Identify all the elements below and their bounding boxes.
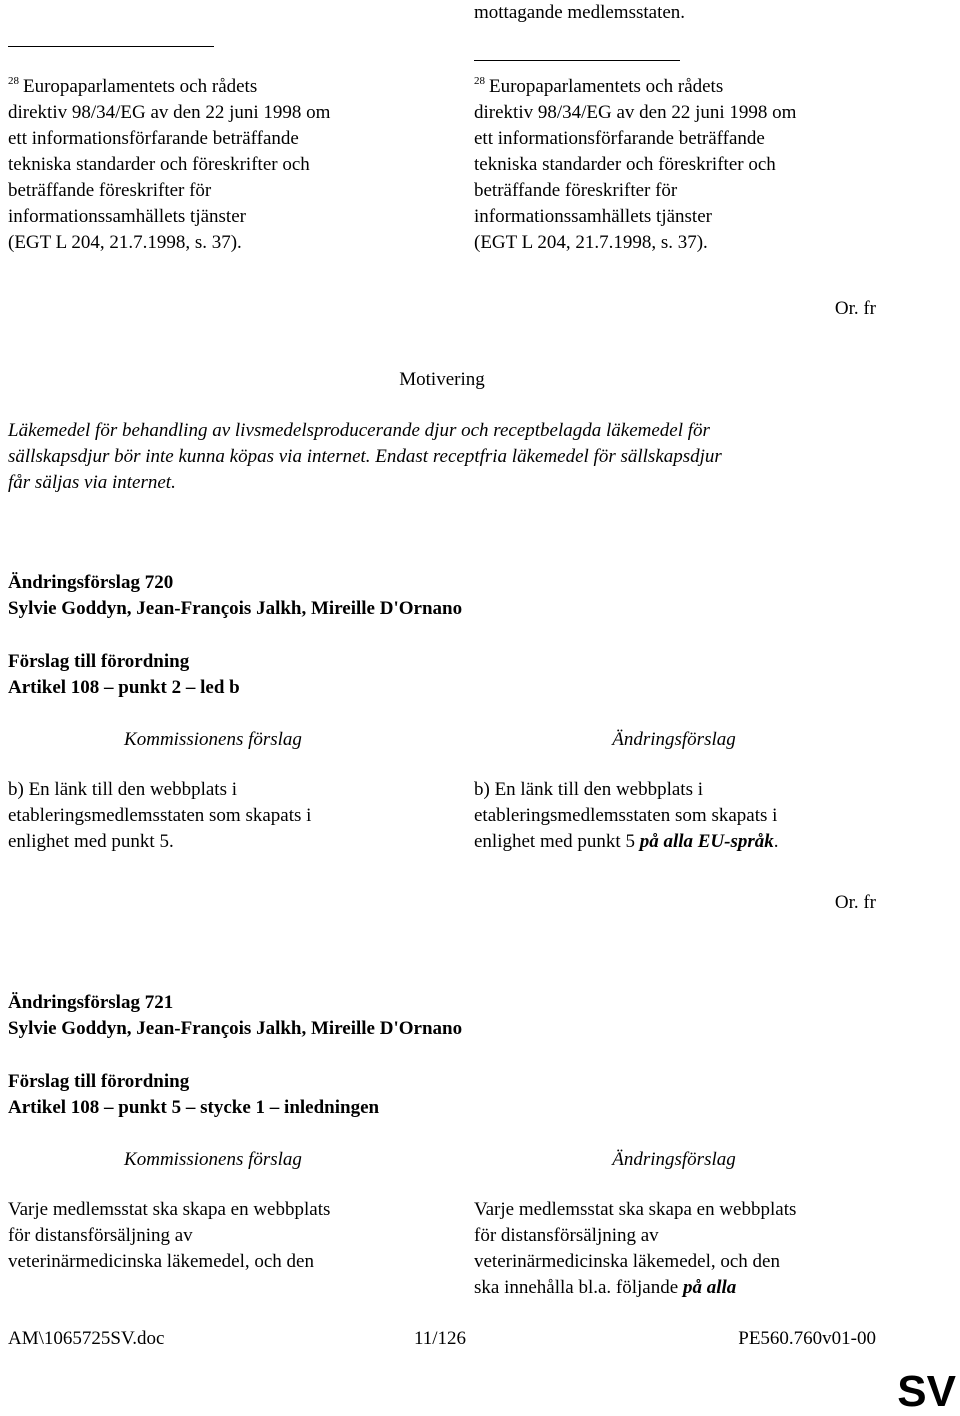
column-header-amendment: Ändringsförslag bbox=[612, 1149, 736, 1170]
text-line: etableringsmedlemsstaten som skapats i bbox=[8, 805, 312, 826]
justification-heading: Motivering bbox=[399, 369, 485, 390]
amended-emphasis: på alla bbox=[682, 1277, 737, 1298]
proposal-title: Förslag till förordning bbox=[8, 651, 190, 672]
amendment-text bbox=[474, 1197, 914, 1301]
footnote-line: beträffande föreskrifter för bbox=[8, 180, 212, 201]
text-line: enlighet med punkt 5. bbox=[8, 831, 174, 852]
footer-page-number: 11/126 bbox=[413, 1328, 467, 1349]
footer-doc-reference: AM\1065725SV.doc bbox=[8, 1328, 165, 1349]
column-header-commission: Kommissionens förslag bbox=[124, 729, 302, 750]
footnote-line: beträffande föreskrifter för bbox=[474, 180, 678, 201]
text-line: för distansförsäljning av bbox=[8, 1225, 193, 1246]
column-header-commission: Kommissionens förslag bbox=[124, 1149, 302, 1170]
text-line: b) En länk till den webbplats i bbox=[474, 779, 704, 800]
amendment-text bbox=[474, 777, 914, 855]
article-reference: Artikel 108 – punkt 5 – stycke 1 – inledningen bbox=[8, 1097, 380, 1118]
footnote-line: tekniska standarder och föreskrifter och bbox=[474, 154, 776, 175]
footnote-number: 28 bbox=[8, 75, 19, 87]
footnote-line: (EGT L 204, 21.7.1998, s. 37). bbox=[8, 232, 242, 253]
justification-line: Läkemedel för behandling av livsmedelsproducerande djur och receptbelagda läkemedel för bbox=[8, 420, 710, 441]
footnote-line: direktiv 98/34/EG av den 22 juni 1998 om bbox=[474, 102, 797, 123]
proposal-title: Förslag till förordning bbox=[8, 1071, 190, 1092]
footnote-left bbox=[8, 74, 428, 256]
justification-text bbox=[8, 418, 888, 496]
footnote-line: ett informationsförfarande beträffande bbox=[474, 128, 765, 149]
footnote-number: 28 bbox=[474, 75, 485, 87]
article-reference: Artikel 108 – punkt 2 – led b bbox=[8, 677, 240, 698]
footnote-line: ett informationsförfarande beträffande bbox=[8, 128, 299, 149]
text-line: Varje medlemsstat ska skapa en webbplats bbox=[474, 1199, 797, 1220]
column-header-amendment: Ändringsförslag bbox=[612, 729, 736, 750]
footnote-line: direktiv 98/34/EG av den 22 juni 1998 om bbox=[8, 102, 331, 123]
commission-text bbox=[8, 1197, 448, 1275]
text-line: veterinärmedicinska läkemedel, och den bbox=[474, 1251, 780, 1272]
footnote-line: Europaparlamentets och rådets bbox=[489, 76, 724, 97]
commission-text bbox=[8, 777, 448, 855]
footnote-line: informationssamhällets tjänster bbox=[474, 206, 712, 227]
continuation-text: mottagande medlemsstaten. bbox=[474, 2, 686, 23]
text-line: veterinärmedicinska läkemedel, och den bbox=[8, 1251, 314, 1272]
text-line: b) En länk till den webbplats i bbox=[8, 779, 238, 800]
footnote-right bbox=[474, 74, 894, 256]
footer-pe-reference: PE560.760v01-00 bbox=[738, 1328, 876, 1349]
justification-line: sällskapsdjur bör inte kunna köpas via internet. Endast receptfria läkemedel för sällskapsdjur bbox=[8, 446, 722, 467]
original-language-label: Or. fr bbox=[834, 298, 876, 319]
amendment-title: Ändringsförslag 721 bbox=[8, 992, 174, 1013]
original-language-label: Or. fr bbox=[834, 892, 876, 913]
footnote-separator-right bbox=[474, 60, 680, 61]
amendment-authors: Sylvie Goddyn, Jean-François Jalkh, Mireille D'Ornano bbox=[8, 1018, 463, 1039]
footnote-line: Europaparlamentets och rådets bbox=[23, 76, 258, 97]
footnote-line: informationssamhällets tjänster bbox=[8, 206, 246, 227]
amendment-title: Ändringsförslag 720 bbox=[8, 572, 174, 593]
footnote-separator-left bbox=[8, 46, 214, 47]
footnote-line: tekniska standarder och föreskrifter och bbox=[8, 154, 310, 175]
amended-emphasis: på alla EU-språk bbox=[639, 831, 774, 852]
text-line: ska innehålla bl.a. följande bbox=[474, 1277, 683, 1298]
text-line: enlighet med punkt 5 bbox=[474, 831, 640, 852]
text-line: Varje medlemsstat ska skapa en webbplats bbox=[8, 1199, 331, 1220]
text-line: för distansförsäljning av bbox=[474, 1225, 659, 1246]
language-code: SV bbox=[897, 1367, 956, 1416]
text-line: etableringsmedlemsstaten som skapats i bbox=[474, 805, 778, 826]
footnote-line: (EGT L 204, 21.7.1998, s. 37). bbox=[474, 232, 708, 253]
text-line-end: . bbox=[773, 831, 779, 852]
amendment-authors: Sylvie Goddyn, Jean-François Jalkh, Mireille D'Ornano bbox=[8, 598, 463, 619]
justification-line: får säljas via internet. bbox=[8, 472, 176, 493]
